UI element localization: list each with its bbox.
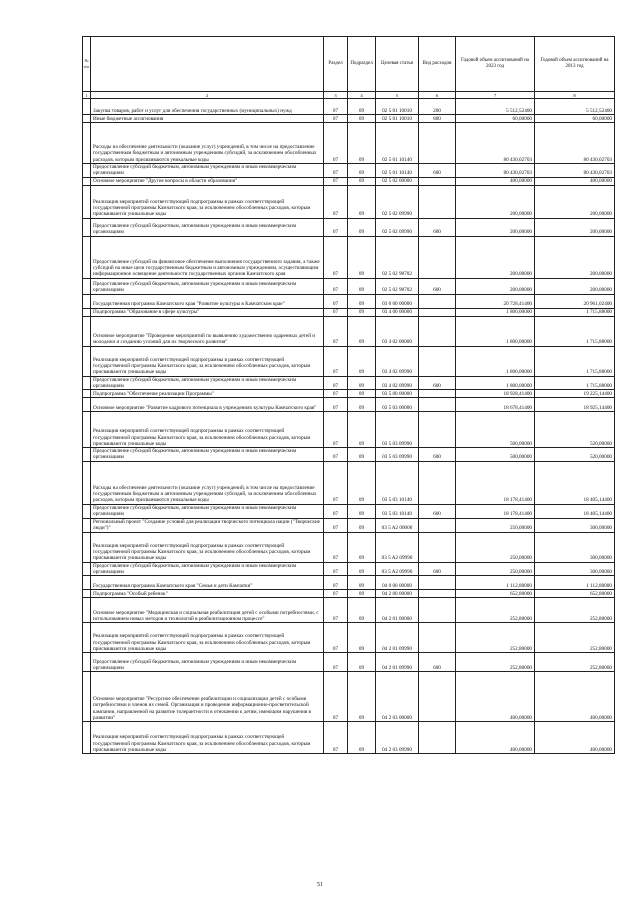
row-value-2023-cell: 652,80000 bbox=[456, 590, 535, 598]
row-csr-cell: 03 5 03 10140 bbox=[376, 504, 419, 518]
row-vr-cell bbox=[419, 598, 456, 623]
row-csr-cell: 02 5 02 00000 bbox=[376, 177, 419, 185]
row-csr-cell: 03 4 02 09990 bbox=[376, 346, 419, 376]
row-value-2013-cell: 200,00000 bbox=[535, 185, 615, 218]
row-razdel-cell: 07 bbox=[324, 278, 348, 294]
row-csr-cell: 04 2 01 09990 bbox=[376, 623, 419, 653]
row-value-2023-cell: 400,00000 bbox=[456, 177, 535, 185]
table-row bbox=[83, 461, 615, 504]
row-podrazdel-cell: 09 bbox=[348, 308, 376, 316]
table-row bbox=[83, 164, 615, 178]
row-value-2023-cell: 60,00000 bbox=[456, 115, 535, 123]
row-value-2023-cell: 1 112,80000 bbox=[456, 576, 535, 590]
row-value-2013-cell: 520,00000 bbox=[535, 412, 615, 448]
row-name-cell: Предоставление субсидий бюджетным, автономным учреждениям и иным некоммерческим организациям bbox=[91, 218, 324, 236]
row-podrazdel-cell: 09 bbox=[348, 562, 376, 576]
header-2013: Годовой объем ассигнований на 2013 год bbox=[535, 37, 615, 92]
row-value-2013-cell: 1 715,88000 bbox=[535, 316, 615, 346]
row-podrazdel-cell: 09 bbox=[348, 576, 376, 590]
row-value-2013-cell: 400,00000 bbox=[535, 722, 615, 754]
row-vr-cell bbox=[419, 461, 456, 504]
row-razdel-cell: 07 bbox=[324, 185, 348, 218]
row-num-cell bbox=[83, 316, 91, 346]
row-csr-cell: 04 2 00 00000 bbox=[376, 590, 419, 598]
row-csr-cell: 03 5 03 00000 bbox=[376, 398, 419, 412]
row-value-2023-cell: 80 430,02703 bbox=[456, 123, 535, 164]
row-vr-cell: 600 bbox=[419, 562, 456, 576]
page-number: 51 bbox=[317, 882, 323, 888]
row-value-2023-cell: 1 800,00000 bbox=[456, 346, 535, 376]
row-value-2013-cell: 652,80000 bbox=[535, 590, 615, 598]
row-razdel-cell: 07 bbox=[324, 412, 348, 448]
row-name-cell: Расходы на обеспечение деятельности (оказание услуг) учреждений, в том числе на предоставление государственным бюджетным и автономным учреждениям субсидий, за исключением обособленных расходов, которым присваиваются уникальные коды bbox=[91, 123, 324, 164]
row-num-cell bbox=[83, 448, 91, 462]
row-razdel-cell: 07 bbox=[324, 461, 348, 504]
row-csr-cell: 02 5 01 10140 bbox=[376, 164, 419, 178]
row-num-cell bbox=[83, 590, 91, 598]
table-row bbox=[83, 123, 615, 164]
row-name-cell: Предоставление субсидий на финансовое обеспечение выполнения государственного задания, а также субсидий на иные цели государственным бюджетным и автономным учреждениям, осуществляющим информационное освещение деятельности государственных органов Камчатского края bbox=[91, 236, 324, 278]
row-vr-cell bbox=[419, 177, 456, 185]
row-razdel-cell: 07 bbox=[324, 576, 348, 590]
row-vr-cell: 600 bbox=[419, 504, 456, 518]
row-value-2023-cell: 80 430,02703 bbox=[456, 164, 535, 178]
row-name-cell: Закупка товаров, работ и услуг для обеспечения государственных (муниципальных) нужд bbox=[91, 99, 324, 115]
table-row bbox=[83, 448, 615, 462]
row-value-2023-cell: 200,00000 bbox=[456, 218, 535, 236]
row-num-cell bbox=[83, 461, 91, 504]
row-name-cell: Основное мероприятие "Медицинская и социальная реабилитация детей с особыми потребностями, с использованием новых методов и технологий в реабилитационном процессе" bbox=[91, 598, 324, 623]
column-index-cell: 1 bbox=[83, 92, 91, 99]
row-vr-cell bbox=[419, 316, 456, 346]
row-value-2023-cell: 500,00000 bbox=[456, 448, 535, 462]
row-csr-cell: 02 5 02 98702 bbox=[376, 236, 419, 278]
row-csr-cell: 03 5 A2 00000 bbox=[376, 518, 419, 532]
row-vr-cell bbox=[419, 236, 456, 278]
row-num-cell bbox=[83, 672, 91, 722]
row-vr-cell bbox=[419, 294, 456, 308]
row-value-2013-cell: 252,80000 bbox=[535, 653, 615, 672]
row-csr-cell: 03 4 02 09990 bbox=[376, 376, 419, 390]
row-razdel-cell: 07 bbox=[324, 236, 348, 278]
row-num-cell bbox=[83, 278, 91, 294]
table-row bbox=[83, 623, 615, 653]
row-vr-cell bbox=[419, 623, 456, 653]
table-row bbox=[83, 308, 615, 316]
row-num-cell bbox=[83, 504, 91, 518]
row-razdel-cell: 07 bbox=[324, 115, 348, 123]
row-podrazdel-cell: 09 bbox=[348, 99, 376, 115]
row-vr-cell bbox=[419, 672, 456, 722]
row-name-cell: Региональный проект "Создание условий для реализации творческого потенциала нации ("Творческие люди")" bbox=[91, 518, 324, 532]
row-num-cell bbox=[83, 177, 91, 185]
row-value-2023-cell: 252,80000 bbox=[456, 653, 535, 672]
row-value-2013-cell: 300,00000 bbox=[535, 562, 615, 576]
row-csr-cell: 02 5 01 10010 bbox=[376, 115, 419, 123]
table-row bbox=[83, 115, 615, 123]
column-index-cell: 8 bbox=[535, 92, 615, 99]
row-razdel-cell: 07 bbox=[324, 376, 348, 390]
row-vr-cell bbox=[419, 123, 456, 164]
row-csr-cell: 02 5 01 10140 bbox=[376, 123, 419, 164]
header-csr: Целевая статья bbox=[376, 37, 419, 92]
row-vr-cell bbox=[419, 518, 456, 532]
row-vr-cell: 600 bbox=[419, 448, 456, 462]
row-num-cell bbox=[83, 398, 91, 412]
row-podrazdel-cell: 09 bbox=[348, 236, 376, 278]
row-value-2013-cell: 18 405,14400 bbox=[535, 461, 615, 504]
row-value-2013-cell: 200,00000 bbox=[535, 278, 615, 294]
row-razdel-cell: 07 bbox=[324, 598, 348, 623]
row-razdel-cell: 07 bbox=[324, 390, 348, 398]
row-num-cell bbox=[83, 346, 91, 376]
row-vr-cell bbox=[419, 576, 456, 590]
row-num-cell bbox=[83, 562, 91, 576]
table-row bbox=[83, 532, 615, 562]
row-name-cell: Предоставление субсидий бюджетным, автономным учреждениям и иным некоммерческим организациям bbox=[91, 562, 324, 576]
row-name-cell: Предоставление субсидий бюджетным, автономным учреждениям и иным некоммерческим организациям bbox=[91, 164, 324, 178]
row-num-cell bbox=[83, 390, 91, 398]
row-num-cell bbox=[83, 99, 91, 115]
row-csr-cell: 04 0 00 00000 bbox=[376, 576, 419, 590]
table-row bbox=[83, 653, 615, 672]
row-podrazdel-cell: 09 bbox=[348, 623, 376, 653]
row-value-2023-cell: 252,80000 bbox=[456, 598, 535, 623]
table-row bbox=[83, 576, 615, 590]
table-row bbox=[83, 294, 615, 308]
row-name-cell: Предоставление субсидий бюджетным, автономным учреждениям и иным некоммерческим организациям bbox=[91, 653, 324, 672]
row-value-2013-cell: 400,00000 bbox=[535, 177, 615, 185]
header-vr: Вид расходов bbox=[419, 37, 456, 92]
row-csr-cell: 02 5 02 09990 bbox=[376, 218, 419, 236]
table-row bbox=[83, 390, 615, 398]
row-value-2023-cell: 250,00000 bbox=[456, 562, 535, 576]
row-podrazdel-cell: 09 bbox=[348, 316, 376, 346]
row-name-cell: Основное мероприятие "Развитие кадрового потенциала в учреждениях культуры Камчатского края" bbox=[91, 398, 324, 412]
row-value-2023-cell: 200,00000 bbox=[456, 236, 535, 278]
row-razdel-cell: 07 bbox=[324, 623, 348, 653]
row-value-2013-cell: 19 225,14400 bbox=[535, 390, 615, 398]
table-row bbox=[83, 504, 615, 518]
row-podrazdel-cell: 09 bbox=[348, 504, 376, 518]
row-csr-cell: 04 2 01 00000 bbox=[376, 598, 419, 623]
row-podrazdel-cell: 09 bbox=[348, 346, 376, 376]
row-csr-cell: 03 4 00 00000 bbox=[376, 308, 419, 316]
row-razdel-cell: 07 bbox=[324, 518, 348, 532]
table-row bbox=[83, 376, 615, 390]
table-row bbox=[83, 278, 615, 294]
row-podrazdel-cell: 09 bbox=[348, 722, 376, 754]
row-razdel-cell: 07 bbox=[324, 448, 348, 462]
header-num: № п/п bbox=[83, 37, 91, 92]
row-value-2013-cell: 300,00000 bbox=[535, 518, 615, 532]
row-value-2013-cell: 18 925,14400 bbox=[535, 398, 615, 412]
row-podrazdel-cell: 09 bbox=[348, 598, 376, 623]
row-vr-cell: 200 bbox=[419, 99, 456, 115]
row-razdel-cell: 07 bbox=[324, 562, 348, 576]
row-razdel-cell: 07 bbox=[324, 532, 348, 562]
table-row bbox=[83, 518, 615, 532]
row-podrazdel-cell: 09 bbox=[348, 177, 376, 185]
row-name-cell: Предоставление субсидий бюджетным, автономным учреждениям и иным некоммерческим организациям bbox=[91, 376, 324, 390]
row-value-2013-cell: 520,00000 bbox=[535, 448, 615, 462]
row-razdel-cell: 07 bbox=[324, 316, 348, 346]
row-vr-cell: 800 bbox=[419, 115, 456, 123]
row-podrazdel-cell: 09 bbox=[348, 448, 376, 462]
table-row bbox=[83, 346, 615, 376]
row-value-2013-cell: 200,00000 bbox=[535, 218, 615, 236]
row-razdel-cell: 07 bbox=[324, 653, 348, 672]
row-vr-cell: 600 bbox=[419, 376, 456, 390]
row-csr-cell: 03 5 03 10140 bbox=[376, 461, 419, 504]
row-name-cell: Предоставление субсидий бюджетным, автономным учреждениям и иным некоммерческим организациям bbox=[91, 448, 324, 462]
table-row bbox=[83, 398, 615, 412]
row-csr-cell: 03 5 03 09990 bbox=[376, 448, 419, 462]
row-name-cell: Реализация мероприятий соответствующей подпрограммы в рамках соответствующей государственной программы Камчатского края, за исключением обособленных расходов, которым присваиваются уникальные коды bbox=[91, 412, 324, 448]
row-name-cell: Подпрограмма "Особый ребенок" bbox=[91, 590, 324, 598]
row-name-cell: Реализация мероприятий соответствующей подпрограммы в рамках соответствующей государственной программы Камчатского края, за исключением обособленных расходов, которым присваиваются уникальные коды bbox=[91, 185, 324, 218]
table-row bbox=[83, 412, 615, 448]
row-value-2023-cell: 18 178,41400 bbox=[456, 504, 535, 518]
header-podrazdel: Подраздел bbox=[348, 37, 376, 92]
row-podrazdel-cell: 09 bbox=[348, 532, 376, 562]
row-csr-cell: 02 5 02 98702 bbox=[376, 278, 419, 294]
row-name-cell: Расходы на обеспечение деятельности (оказание услуг) учреждений, в том числе на предоставление государственным бюджетным и автономным учреждениям субсидий, за исключением обособленных расходов, которым присваиваются уникальные коды bbox=[91, 461, 324, 504]
row-podrazdel-cell: 09 bbox=[348, 672, 376, 722]
row-vr-cell bbox=[419, 722, 456, 754]
row-num-cell bbox=[83, 722, 91, 754]
row-podrazdel-cell: 09 bbox=[348, 115, 376, 123]
row-vr-cell bbox=[419, 398, 456, 412]
row-value-2013-cell: 80 430,02703 bbox=[535, 123, 615, 164]
header-razdel: Раздел bbox=[324, 37, 348, 92]
row-vr-cell: 600 bbox=[419, 164, 456, 178]
row-value-2023-cell: 5 512,52400 bbox=[456, 99, 535, 115]
row-value-2013-cell: 18 405,14400 bbox=[535, 504, 615, 518]
row-value-2023-cell: 1 800,00000 bbox=[456, 376, 535, 390]
table-row bbox=[83, 177, 615, 185]
column-index-row bbox=[83, 92, 615, 99]
row-value-2013-cell: 20 961,02400 bbox=[535, 294, 615, 308]
row-razdel-cell: 07 bbox=[324, 294, 348, 308]
row-num-cell bbox=[83, 236, 91, 278]
row-vr-cell bbox=[419, 590, 456, 598]
row-razdel-cell: 07 bbox=[324, 218, 348, 236]
row-csr-cell: 04 2 03 09990 bbox=[376, 722, 419, 754]
row-razdel-cell: 07 bbox=[324, 164, 348, 178]
table-row bbox=[83, 672, 615, 722]
row-value-2013-cell: 1 112,80000 bbox=[535, 576, 615, 590]
row-podrazdel-cell: 09 bbox=[348, 461, 376, 504]
row-value-2023-cell: 500,00000 bbox=[456, 412, 535, 448]
row-value-2023-cell: 200,00000 bbox=[456, 278, 535, 294]
column-index-cell: 6 bbox=[419, 92, 456, 99]
row-razdel-cell: 07 bbox=[324, 590, 348, 598]
row-value-2023-cell: 250,00000 bbox=[456, 532, 535, 562]
row-vr-cell bbox=[419, 412, 456, 448]
row-name-cell: Государственная программа Камчатского края "Развитие культуры в Камчатском крае" bbox=[91, 294, 324, 308]
row-podrazdel-cell: 09 bbox=[348, 653, 376, 672]
row-podrazdel-cell: 09 bbox=[348, 412, 376, 448]
row-num-cell bbox=[83, 623, 91, 653]
row-value-2023-cell: 18 678,41400 bbox=[456, 398, 535, 412]
row-num-cell bbox=[83, 518, 91, 532]
row-num-cell bbox=[83, 123, 91, 164]
row-podrazdel-cell: 09 bbox=[348, 164, 376, 178]
row-value-2013-cell: 60,00000 bbox=[535, 115, 615, 123]
table-row bbox=[83, 590, 615, 598]
row-num-cell bbox=[83, 653, 91, 672]
table-row bbox=[83, 185, 615, 218]
column-index-cell: 7 bbox=[456, 92, 535, 99]
row-podrazdel-cell: 09 bbox=[348, 398, 376, 412]
row-csr-cell: 03 0 00 00000 bbox=[376, 294, 419, 308]
column-index-cell: 5 bbox=[376, 92, 419, 99]
row-num-cell bbox=[83, 532, 91, 562]
row-value-2013-cell: 200,00000 bbox=[535, 236, 615, 278]
row-csr-cell: 03 5 00 00000 bbox=[376, 390, 419, 398]
header-2023: Годовой объем ассигнований на 2023 год bbox=[456, 37, 535, 92]
row-razdel-cell: 07 bbox=[324, 398, 348, 412]
row-csr-cell: 03 5 03 09990 bbox=[376, 412, 419, 448]
row-value-2023-cell: 1 800,00000 bbox=[456, 308, 535, 316]
row-num-cell bbox=[83, 376, 91, 390]
row-value-2013-cell: 252,80000 bbox=[535, 598, 615, 623]
row-num-cell bbox=[83, 164, 91, 178]
table-row bbox=[83, 99, 615, 115]
row-vr-cell: 600 bbox=[419, 653, 456, 672]
row-podrazdel-cell: 09 bbox=[348, 294, 376, 308]
column-index-cell: 4 bbox=[348, 92, 376, 99]
row-value-2013-cell: 252,80000 bbox=[535, 623, 615, 653]
table-row bbox=[83, 722, 615, 754]
row-num-cell bbox=[83, 185, 91, 218]
row-value-2013-cell: 400,00000 bbox=[535, 672, 615, 722]
row-razdel-cell: 07 bbox=[324, 722, 348, 754]
row-razdel-cell: 07 bbox=[324, 672, 348, 722]
row-name-cell: Предоставление субсидий бюджетным, автономным учреждениям и иным некоммерческим организациям bbox=[91, 504, 324, 518]
row-vr-cell: 600 bbox=[419, 278, 456, 294]
row-value-2013-cell: 1 715,88000 bbox=[535, 308, 615, 316]
row-value-2023-cell: 18 178,41400 bbox=[456, 461, 535, 504]
table-row bbox=[83, 236, 615, 278]
row-name-cell: Подпрограмма "Обеспечение реализации Программы" bbox=[91, 390, 324, 398]
row-value-2013-cell: 5 512,52400 bbox=[535, 99, 615, 115]
header-name bbox=[91, 37, 324, 92]
row-csr-cell: 03 4 02 00000 bbox=[376, 316, 419, 346]
row-num-cell bbox=[83, 115, 91, 123]
row-value-2023-cell: 252,80000 bbox=[456, 623, 535, 653]
row-razdel-cell: 07 bbox=[324, 123, 348, 164]
row-value-2013-cell: 1 715,88000 bbox=[535, 346, 615, 376]
row-vr-cell bbox=[419, 532, 456, 562]
row-num-cell bbox=[83, 412, 91, 448]
column-index-cell: 2 bbox=[91, 92, 324, 99]
table-row bbox=[83, 316, 615, 346]
row-value-2023-cell: 1 800,00000 bbox=[456, 316, 535, 346]
row-podrazdel-cell: 09 bbox=[348, 590, 376, 598]
table-header-row bbox=[83, 37, 615, 92]
row-podrazdel-cell: 09 bbox=[348, 123, 376, 164]
row-vr-cell bbox=[419, 346, 456, 376]
row-value-2023-cell: 18 928,41400 bbox=[456, 390, 535, 398]
table-row bbox=[83, 598, 615, 623]
row-csr-cell: 04 2 03 00000 bbox=[376, 672, 419, 722]
table-row bbox=[83, 218, 615, 236]
row-vr-cell: 600 bbox=[419, 218, 456, 236]
row-csr-cell: 03 5 A2 09990 bbox=[376, 532, 419, 562]
row-podrazdel-cell: 09 bbox=[348, 278, 376, 294]
row-name-cell: Основное мероприятие "Проведение мероприятий по выявлению художественно одаренных детей и молодежи и созданию условий для их творческого развития" bbox=[91, 316, 324, 346]
row-razdel-cell: 07 bbox=[324, 99, 348, 115]
row-name-cell: Реализация мероприятий соответствующей подпрограммы в рамках соответствующей государственной программы Камчатского края, за исключением обособленных расходов, которым присваиваются уникальные коды bbox=[91, 346, 324, 376]
row-value-2023-cell: 400,00000 bbox=[456, 672, 535, 722]
row-num-cell bbox=[83, 294, 91, 308]
row-razdel-cell: 07 bbox=[324, 504, 348, 518]
row-value-2023-cell: 20 728,41400 bbox=[456, 294, 535, 308]
row-name-cell: Иные бюджетные ассигнования bbox=[91, 115, 324, 123]
row-vr-cell bbox=[419, 185, 456, 218]
row-vr-cell bbox=[419, 390, 456, 398]
row-num-cell bbox=[83, 598, 91, 623]
row-csr-cell: 02 5 02 09990 bbox=[376, 185, 419, 218]
row-vr-cell bbox=[419, 308, 456, 316]
row-podrazdel-cell: 09 bbox=[348, 518, 376, 532]
row-podrazdel-cell: 09 bbox=[348, 185, 376, 218]
row-podrazdel-cell: 09 bbox=[348, 390, 376, 398]
row-name-cell: Основное мероприятие "Ресурсное обеспечение реабилитации и социализации детей с особыми потребностями и членов их семей. Организация и проведение информационно-просветительской кампании, направленной на развитие толерантности в отношении к детям, имеющим нарушения в развитии" bbox=[91, 672, 324, 722]
row-name-cell: Государственная программа Камчатского края "Семья и дети Камчатки" bbox=[91, 576, 324, 590]
table-row bbox=[83, 562, 615, 576]
column-index-cell: 3 bbox=[324, 92, 348, 99]
row-value-2013-cell: 300,00000 bbox=[535, 532, 615, 562]
budget-table bbox=[82, 36, 615, 754]
row-name-cell: Подпрограмма "Образование в сфере культуры" bbox=[91, 308, 324, 316]
row-razdel-cell: 07 bbox=[324, 308, 348, 316]
row-num-cell bbox=[83, 576, 91, 590]
row-podrazdel-cell: 09 bbox=[348, 376, 376, 390]
row-value-2013-cell: 80 430,02703 bbox=[535, 164, 615, 178]
table-body bbox=[83, 92, 615, 754]
row-num-cell bbox=[83, 218, 91, 236]
row-razdel-cell: 07 bbox=[324, 346, 348, 376]
row-value-2023-cell: 400,00000 bbox=[456, 722, 535, 754]
row-csr-cell: 03 5 A2 09990 bbox=[376, 562, 419, 576]
row-name-cell: Реализация мероприятий соответствующей подпрограммы в рамках соответствующей государственной программы Камчатского края, за исключением обособленных расходов, которым присваиваются уникальные коды bbox=[91, 722, 324, 754]
row-value-2013-cell: 1 715,88000 bbox=[535, 376, 615, 390]
row-num-cell bbox=[83, 308, 91, 316]
row-razdel-cell: 07 bbox=[324, 177, 348, 185]
row-name-cell: Предоставление субсидий бюджетным, автономным учреждениям и иным некоммерческим организациям bbox=[91, 278, 324, 294]
row-podrazdel-cell: 09 bbox=[348, 218, 376, 236]
row-name-cell: Реализация мероприятий соответствующей подпрограммы в рамках соответствующей государственной программы Камчатского края, за исключением обособленных расходов, которым присваиваются уникальные коды bbox=[91, 532, 324, 562]
row-value-2023-cell: 250,00000 bbox=[456, 518, 535, 532]
row-name-cell: Основное мероприятие "Другие вопросы в области образования" bbox=[91, 177, 324, 185]
row-name-cell: Реализация мероприятий соответствующей подпрограммы в рамках соответствующей государственной программы Камчатского края, за исключением обособленных расходов, которым присваиваются уникальные коды bbox=[91, 623, 324, 653]
row-csr-cell: 02 5 01 10010 bbox=[376, 99, 419, 115]
row-value-2023-cell: 200,00000 bbox=[456, 185, 535, 218]
row-csr-cell: 04 2 01 09990 bbox=[376, 653, 419, 672]
